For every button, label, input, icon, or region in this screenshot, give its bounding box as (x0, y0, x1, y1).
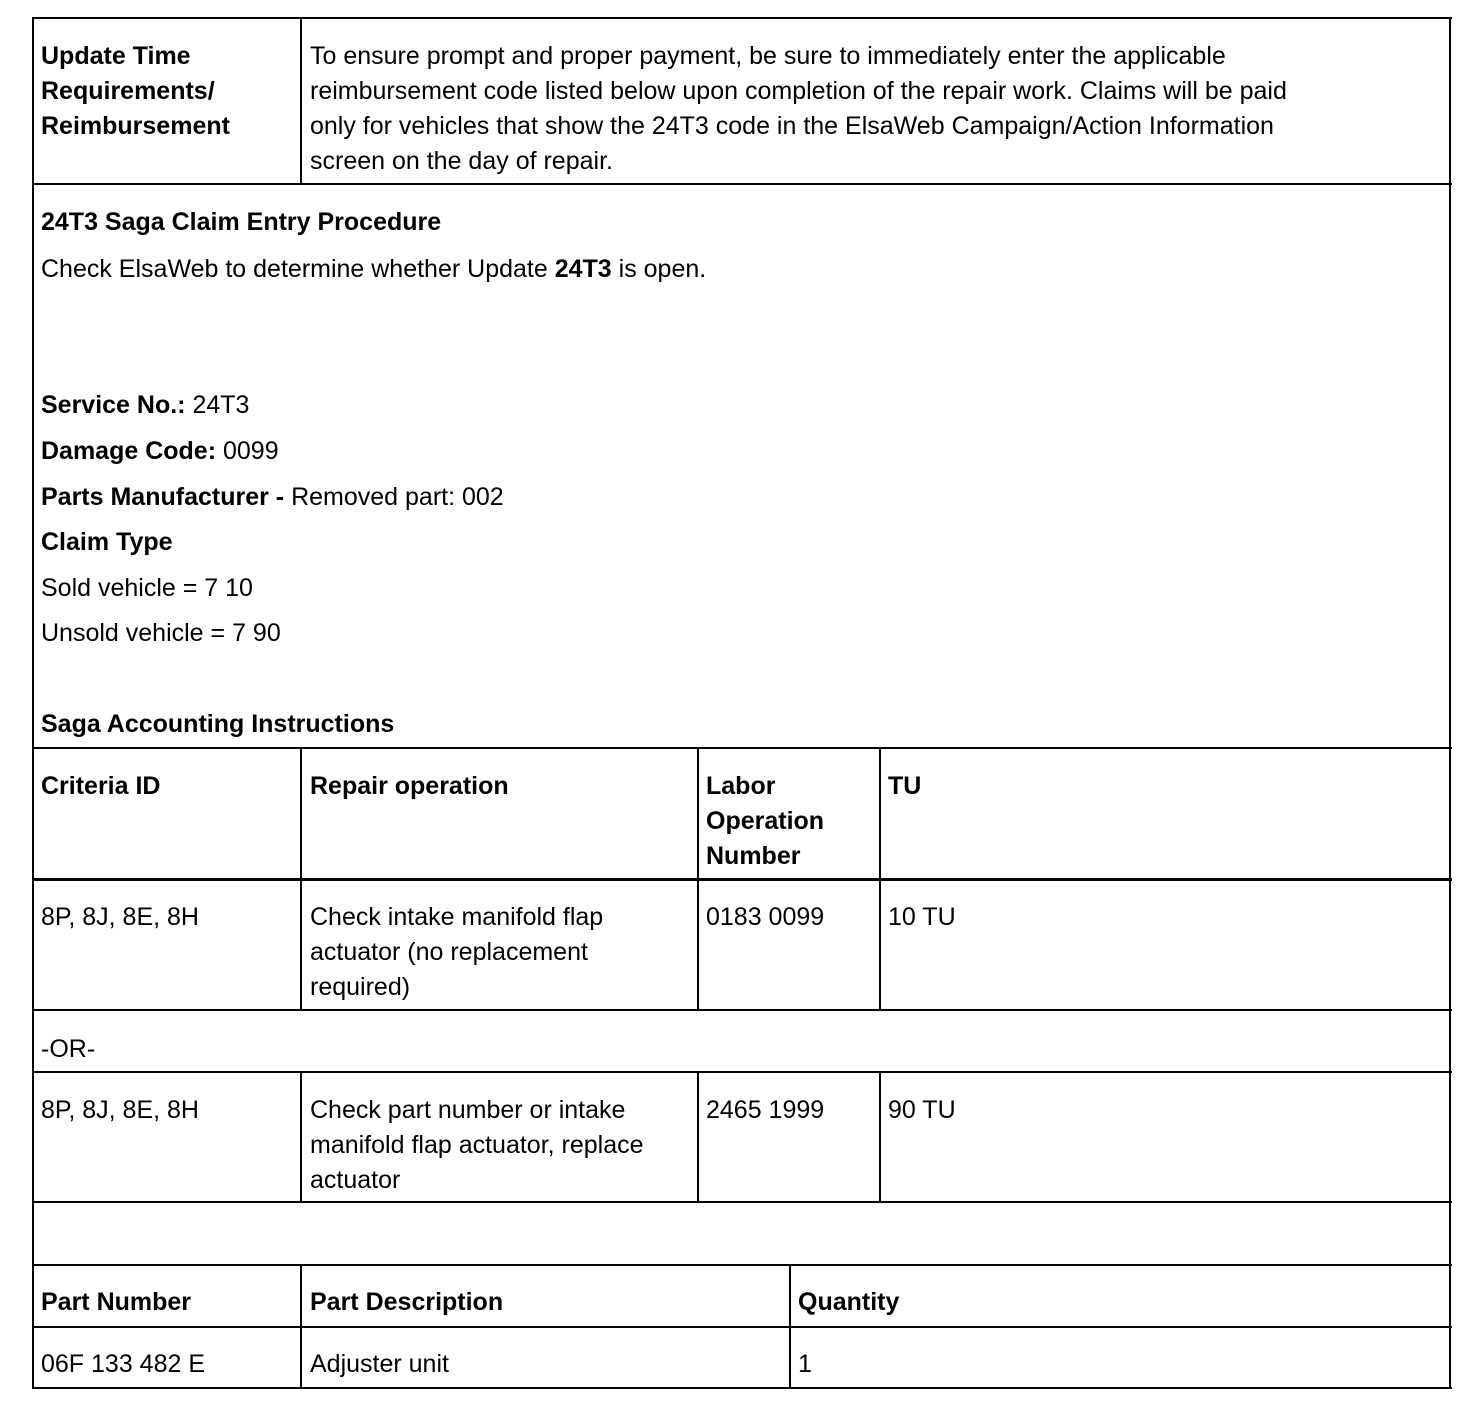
damage-value: 0099 (216, 437, 279, 465)
row2-tu: 90 TU (888, 1096, 956, 1124)
damage-code (41, 434, 279, 469)
col-divider (697, 747, 699, 1011)
header-part-description: Part Description (310, 1288, 504, 1316)
header-line: Labor (706, 772, 776, 800)
sold-vehicle: Sold vehicle = 7 10 (41, 574, 253, 602)
operation-line: required) (310, 973, 411, 1001)
text-line: reimbursement code listed below upon completion of the repair work. Claims will be paid (310, 77, 1287, 105)
row2-operation (310, 1093, 644, 1198)
header-line: Number (706, 842, 801, 870)
parts-label: Parts Manufacturer - (41, 483, 285, 511)
parts-manufacturer (41, 480, 504, 515)
operation-line: Check part number or intake (310, 1096, 626, 1124)
header-criteria-id: Criteria ID (41, 772, 161, 800)
service-label: Service No.: (41, 391, 186, 419)
update-requirements-text (310, 39, 1287, 179)
operation-line: Check intake manifold flap (310, 903, 604, 931)
header-line: Operation (706, 807, 825, 835)
row1-criteria: 8P, 8J, 8E, 8H (41, 903, 199, 931)
col-divider (697, 1071, 699, 1203)
text-line: screen on the day of repair. (310, 147, 613, 175)
table-border (32, 1387, 1452, 1389)
col-divider (879, 747, 881, 1011)
row-divider (32, 183, 1452, 185)
row-divider (32, 878, 1452, 881)
row-divider (32, 1326, 1452, 1328)
check-code: 24T3 (554, 255, 612, 283)
row1-operation (310, 900, 603, 1005)
text-line: To ensure prompt and proper payment, be sure to immediately enter the applicable (310, 42, 1226, 70)
check-elsaweb-text (41, 252, 706, 287)
part-description: Adjuster unit (310, 1350, 449, 1378)
row2-labor-op: 2465 1999 (706, 1096, 825, 1124)
label-line: Update Time (41, 42, 191, 70)
header-tu: TU (888, 772, 922, 800)
row-divider (32, 747, 1452, 749)
check-suffix: is open. (611, 255, 707, 283)
col-divider (300, 1071, 302, 1203)
unsold-vehicle: Unsold vehicle = 7 90 (41, 619, 281, 647)
accounting-title: Saga Accounting Instructions (41, 710, 395, 738)
col-divider (879, 1071, 881, 1203)
table-border (32, 17, 1452, 19)
label-line: Requirements/ (41, 77, 215, 105)
damage-label: Damage Code: (41, 437, 217, 465)
part-quantity: 1 (798, 1350, 812, 1378)
claim-type-label: Claim Type (41, 528, 173, 556)
row-divider (32, 1201, 1452, 1203)
parts-value: Removed part: 002 (284, 483, 504, 511)
table-border (1449, 17, 1451, 1389)
row-divider (32, 1071, 1452, 1073)
row1-tu: 10 TU (888, 903, 956, 931)
update-requirements-label (41, 39, 230, 144)
service-value: 24T3 (185, 391, 250, 419)
header-repair-operation: Repair operation (310, 772, 509, 800)
col-divider (300, 747, 302, 1011)
col-divider (789, 1264, 791, 1389)
header-labor-operation-number (706, 769, 824, 874)
operation-line: manifold flap actuator, replace (310, 1131, 644, 1159)
row-divider (32, 1009, 1452, 1011)
header-quantity: Quantity (798, 1288, 900, 1316)
operation-line: actuator (no replacement (310, 938, 588, 966)
service-number (41, 388, 249, 423)
label-line: Reimbursement (41, 112, 230, 140)
procedure-title: 24T3 Saga Claim Entry Procedure (41, 208, 442, 236)
or-separator: -OR- (41, 1035, 96, 1063)
check-prefix: Check ElsaWeb to determine whether Update (41, 255, 555, 283)
col-divider (300, 17, 302, 185)
row1-labor-op: 0183 0099 (706, 903, 825, 931)
row2-criteria: 8P, 8J, 8E, 8H (41, 1096, 199, 1124)
row-divider (32, 1264, 1452, 1266)
col-divider (300, 1264, 302, 1389)
header-part-number: Part Number (41, 1288, 192, 1316)
table-border (32, 17, 34, 1389)
operation-line: actuator (310, 1166, 401, 1194)
text-line: only for vehicles that show the 24T3 code in the ElsaWeb Campaign/Action Information (310, 112, 1274, 140)
part-number: 06F 133 482 E (41, 1350, 206, 1378)
